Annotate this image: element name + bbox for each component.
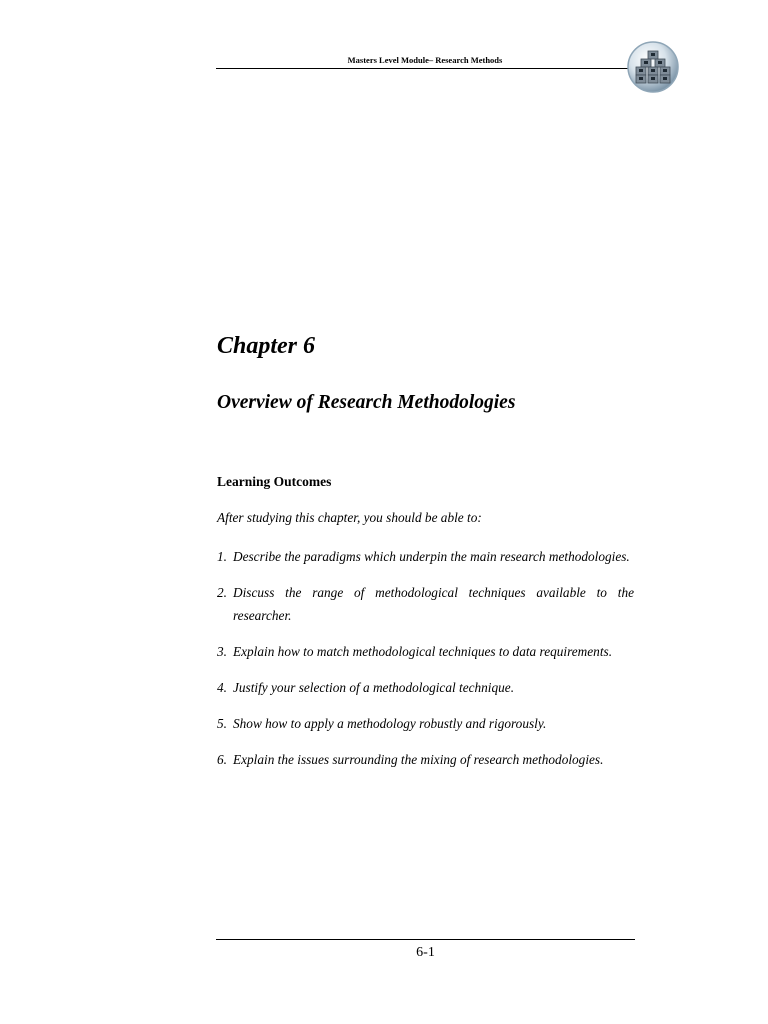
learning-outcomes-heading: Learning Outcomes <box>217 474 332 489</box>
list-item <box>217 676 634 699</box>
list-item-text: Explain how to match methodological techniques to data requirements. <box>233 644 613 659</box>
header-divider <box>216 68 634 69</box>
footer-divider <box>216 939 635 940</box>
list-item <box>217 748 634 771</box>
running-header: Masters Level Module– Research Methods <box>347 55 503 65</box>
chapter-title: Overview of Research Methodologies <box>217 392 516 413</box>
chapter-number-heading: Chapter 6 <box>217 333 316 359</box>
learning-outcomes-intro: After studying this chapter, you should be able to: <box>217 510 482 525</box>
building-globe-logo-icon <box>626 40 680 94</box>
list-item-number: 6. <box>217 752 227 767</box>
learning-outcomes-list <box>217 545 634 784</box>
list-item-text: Explain the issues surrounding the mixing of research methodologies. <box>233 752 604 767</box>
list-item-number: 2. <box>217 585 227 600</box>
list-item <box>217 545 634 568</box>
list-item-text: Justify your selection of a methodological technique. <box>233 680 515 695</box>
page-number: 6-1 <box>416 945 435 960</box>
list-item-number: 4. <box>217 680 227 695</box>
list-item-text: Describe the paradigms which underpin the main research methodologies. <box>233 549 630 564</box>
list-item <box>217 640 634 663</box>
list-item-text: Discuss the range of methodological techniques available to the researcher. <box>233 585 634 623</box>
list-item-text: Show how to apply a methodology robustly and rigorously. <box>233 716 547 731</box>
list-item-number: 5. <box>217 716 227 731</box>
list-item <box>217 712 634 735</box>
list-item-number: 1. <box>217 549 227 564</box>
list-item <box>217 581 634 627</box>
list-item-number: 3. <box>217 644 227 659</box>
